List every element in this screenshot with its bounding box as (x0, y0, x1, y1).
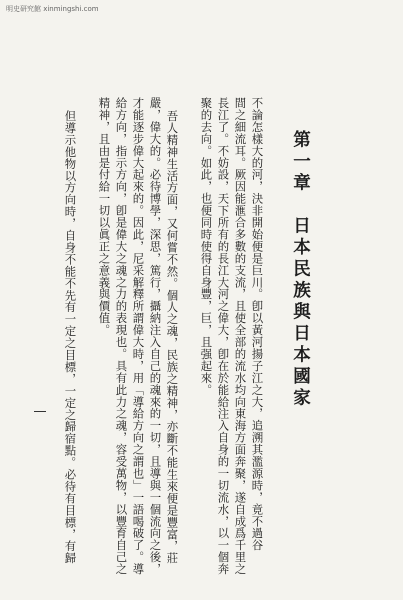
watermark-text: 明史研究館 xinmingshi.com (6, 5, 99, 13)
page-marker-rule (34, 411, 46, 412)
text-column-7: 才能逐步偉大起來的。因此，尼采解釋所謂偉大時，用「導給方向之謂也」一語喝破了。導 (131, 97, 146, 575)
chapter-title: 第一章 日本民族與日本國家 (290, 130, 311, 410)
text-column-4: 聚的去向。如此，也便同時使得自身豐，巨，且强起來。 (199, 97, 214, 396)
text-column-8: 給方向，指示方向，卽是偉大之魂之力的表現也。具有此力之魂，容受萬物，以豐育自己之 (114, 97, 129, 575)
text-column-5: 吾人精神生活方面，又何嘗不然。個人之魂，民族之精神，亦斷不能生來便是豐富，莊 (165, 110, 180, 565)
text-column-1: 不論怎樣大的河，決非開始便是巨川。卽以黃河揚子江之大，追溯其濫源時，竟不過谷 (250, 97, 265, 552)
text-column-9: 精神，且由是付給一切以眞正之意義與價值。 (97, 97, 112, 336)
text-column-10: 但導示他物以方向時，自身不能不先有一定之目標，一定之歸宿點。必待有目標，有歸 (63, 110, 78, 565)
text-column-2: 間之細流耳。厥因能滙合多數的支流，且使全部的流水均向東海方面奔聚，遂自成爲千里之 (233, 97, 248, 575)
text-column-3: 長江了。不妨設，天下所有的長江大河之偉大，卽在於能給注入自身的一切流水，以一個奔 (216, 97, 231, 575)
text-column-6: 嚴，偉大的。必待博學，深思，篤行，攝納注入自己的魂來的一切，且導與一個流向之後， (148, 97, 163, 575)
